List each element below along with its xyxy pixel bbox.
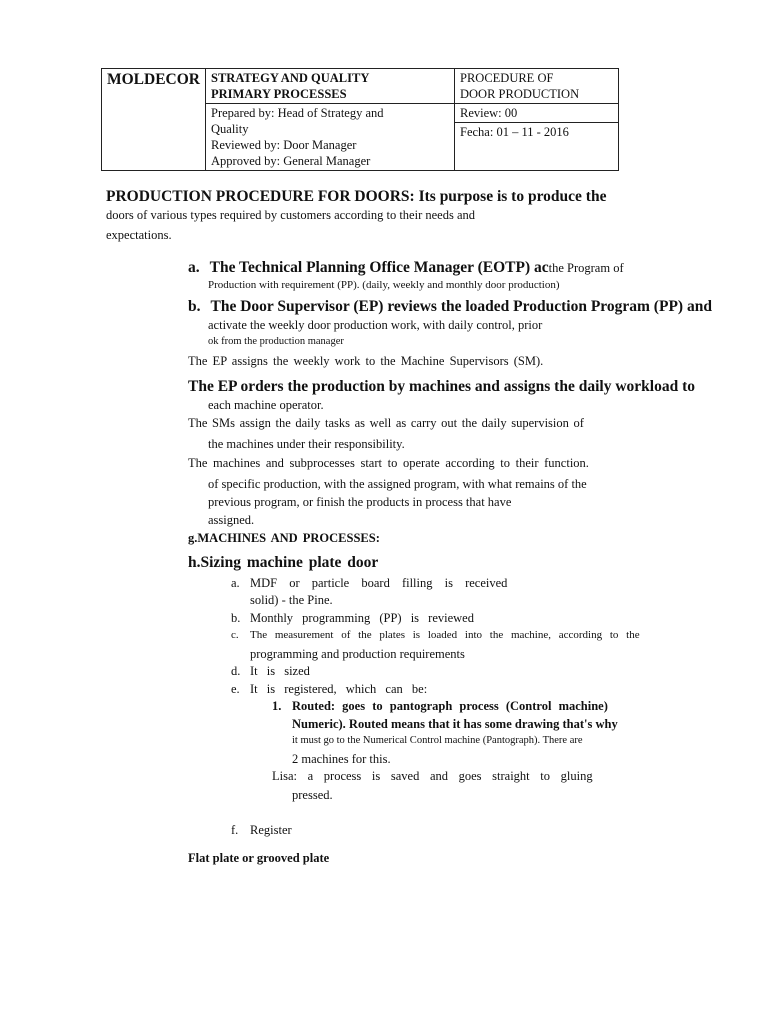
process-area-line2: PRIMARY PROCESSES <box>211 87 347 101</box>
revision-date: Fecha: 01 – 11 - 2016 <box>460 125 569 139</box>
routed-line1: Routed: goes to pantograph process (Control machine) <box>292 699 608 713</box>
sms-line1: The SMs assign the daily tasks as well as carry out the daily supervision of <box>188 416 584 430</box>
ep-orders-heading: The EP orders the production by machines and assigns the daily workload to <box>188 378 695 395</box>
sub-c-marker: c. <box>231 629 239 641</box>
item-b-line2: activate the weekly door production work, with daily control, prior <box>208 318 543 332</box>
item-a-line2: Production with requirement (PP). (daily, weekly and monthly door production) <box>208 279 560 291</box>
sub-c-line1: The measurement of the plates is loaded into the machine, according to the <box>250 629 640 641</box>
sub-d-marker: d. <box>231 664 241 678</box>
sub-a-line2: solid) - the Pine. <box>250 593 333 607</box>
item-b-marker: b. <box>188 298 201 315</box>
routed-line4: 2 machines for this. <box>292 752 391 766</box>
item-b-bold: The Door Supervisor (EP) reviews the loaded Production Program (PP) and <box>210 298 712 315</box>
item-b <box>188 298 712 316</box>
procedure-title-line2: DOOR PRODUCTION <box>460 87 580 101</box>
item-b-line3: ok from the production manager <box>208 336 344 347</box>
ep-assigns-paragraph: The EP assigns the weekly work to the Machine Supervisors (SM). <box>188 354 544 368</box>
machines-line3: previous program, or finish the products in process that have <box>208 495 512 509</box>
lisa-line1: Lisa: a process is saved and goes straight to gluing <box>272 769 593 783</box>
intro-line3: expectations. <box>106 228 172 242</box>
process-area-cell <box>206 69 455 104</box>
section-g-heading: g.MACHINES AND PROCESSES: <box>188 531 380 545</box>
document-header-table <box>101 68 619 171</box>
sub-b-marker: b. <box>231 611 241 625</box>
sub-c-line2: programming and production requirements <box>250 647 465 661</box>
reviewed-by: Reviewed by: Door Manager <box>211 138 357 152</box>
procedure-title-line1: PROCEDURE OF <box>460 71 554 85</box>
item-a-marker: a. <box>188 259 200 276</box>
company-name: MOLDECOR <box>102 69 206 171</box>
section-h-heading: h.Sizing machine plate door <box>188 554 379 571</box>
routed-line3: it must go to the Numerical Control machine (Pantograph). There are <box>292 735 583 746</box>
prepared-by-line1: Prepared by: Head of Strategy and <box>211 106 384 120</box>
process-area-line1: STRATEGY AND QUALITY <box>211 71 370 85</box>
machines-line4: assigned. <box>208 513 255 527</box>
sms-line2: the machines under their responsibility. <box>208 437 405 451</box>
sub-d-line1: It is sized <box>250 664 310 678</box>
sub-f-marker: f. <box>231 823 239 837</box>
sub-b-line1: Monthly programming (PP) is reviewed <box>250 611 474 625</box>
item-a-bold: The Technical Planning Office Manager (EOTP) ac <box>209 259 549 276</box>
machines-line1: The machines and subprocesses start to operate according to their function. <box>188 456 589 470</box>
lisa-line2: pressed. <box>292 788 333 802</box>
responsibility-cell <box>206 104 455 171</box>
sub-a-line1: MDF or particle board filling is received <box>250 576 508 590</box>
procedure-title-cell <box>455 69 619 104</box>
sub-f-line1: Register <box>250 823 292 837</box>
sub-e-marker: e. <box>231 682 240 696</box>
sub-e-line1: It is registered, which can be: <box>250 682 428 696</box>
prepared-by-line2: Quality <box>211 122 249 136</box>
intro-line2: doors of various types required by customers according to their needs and <box>106 208 475 222</box>
ep-orders-line2: each machine operator. <box>208 398 324 412</box>
machines-line2: of specific production, with the assigned program, with what remains of the <box>208 477 587 491</box>
review-number: Review: 00 <box>455 104 618 123</box>
sub-a-marker: a. <box>231 576 240 590</box>
routed-line2: Numeric). Routed means that it has some drawing that's why <box>292 717 618 731</box>
flat-plate-heading: Flat plate or grooved plate <box>188 851 330 865</box>
item-a <box>188 259 624 277</box>
routed-marker: 1. <box>272 699 282 713</box>
revision-cell <box>455 104 619 171</box>
intro-heading: PRODUCTION PROCEDURE FOR DOORS: Its purpose is to produce the <box>106 188 607 205</box>
item-a-rest: the Program of <box>548 261 624 275</box>
approved-by: Approved by: General Manager <box>211 154 371 168</box>
